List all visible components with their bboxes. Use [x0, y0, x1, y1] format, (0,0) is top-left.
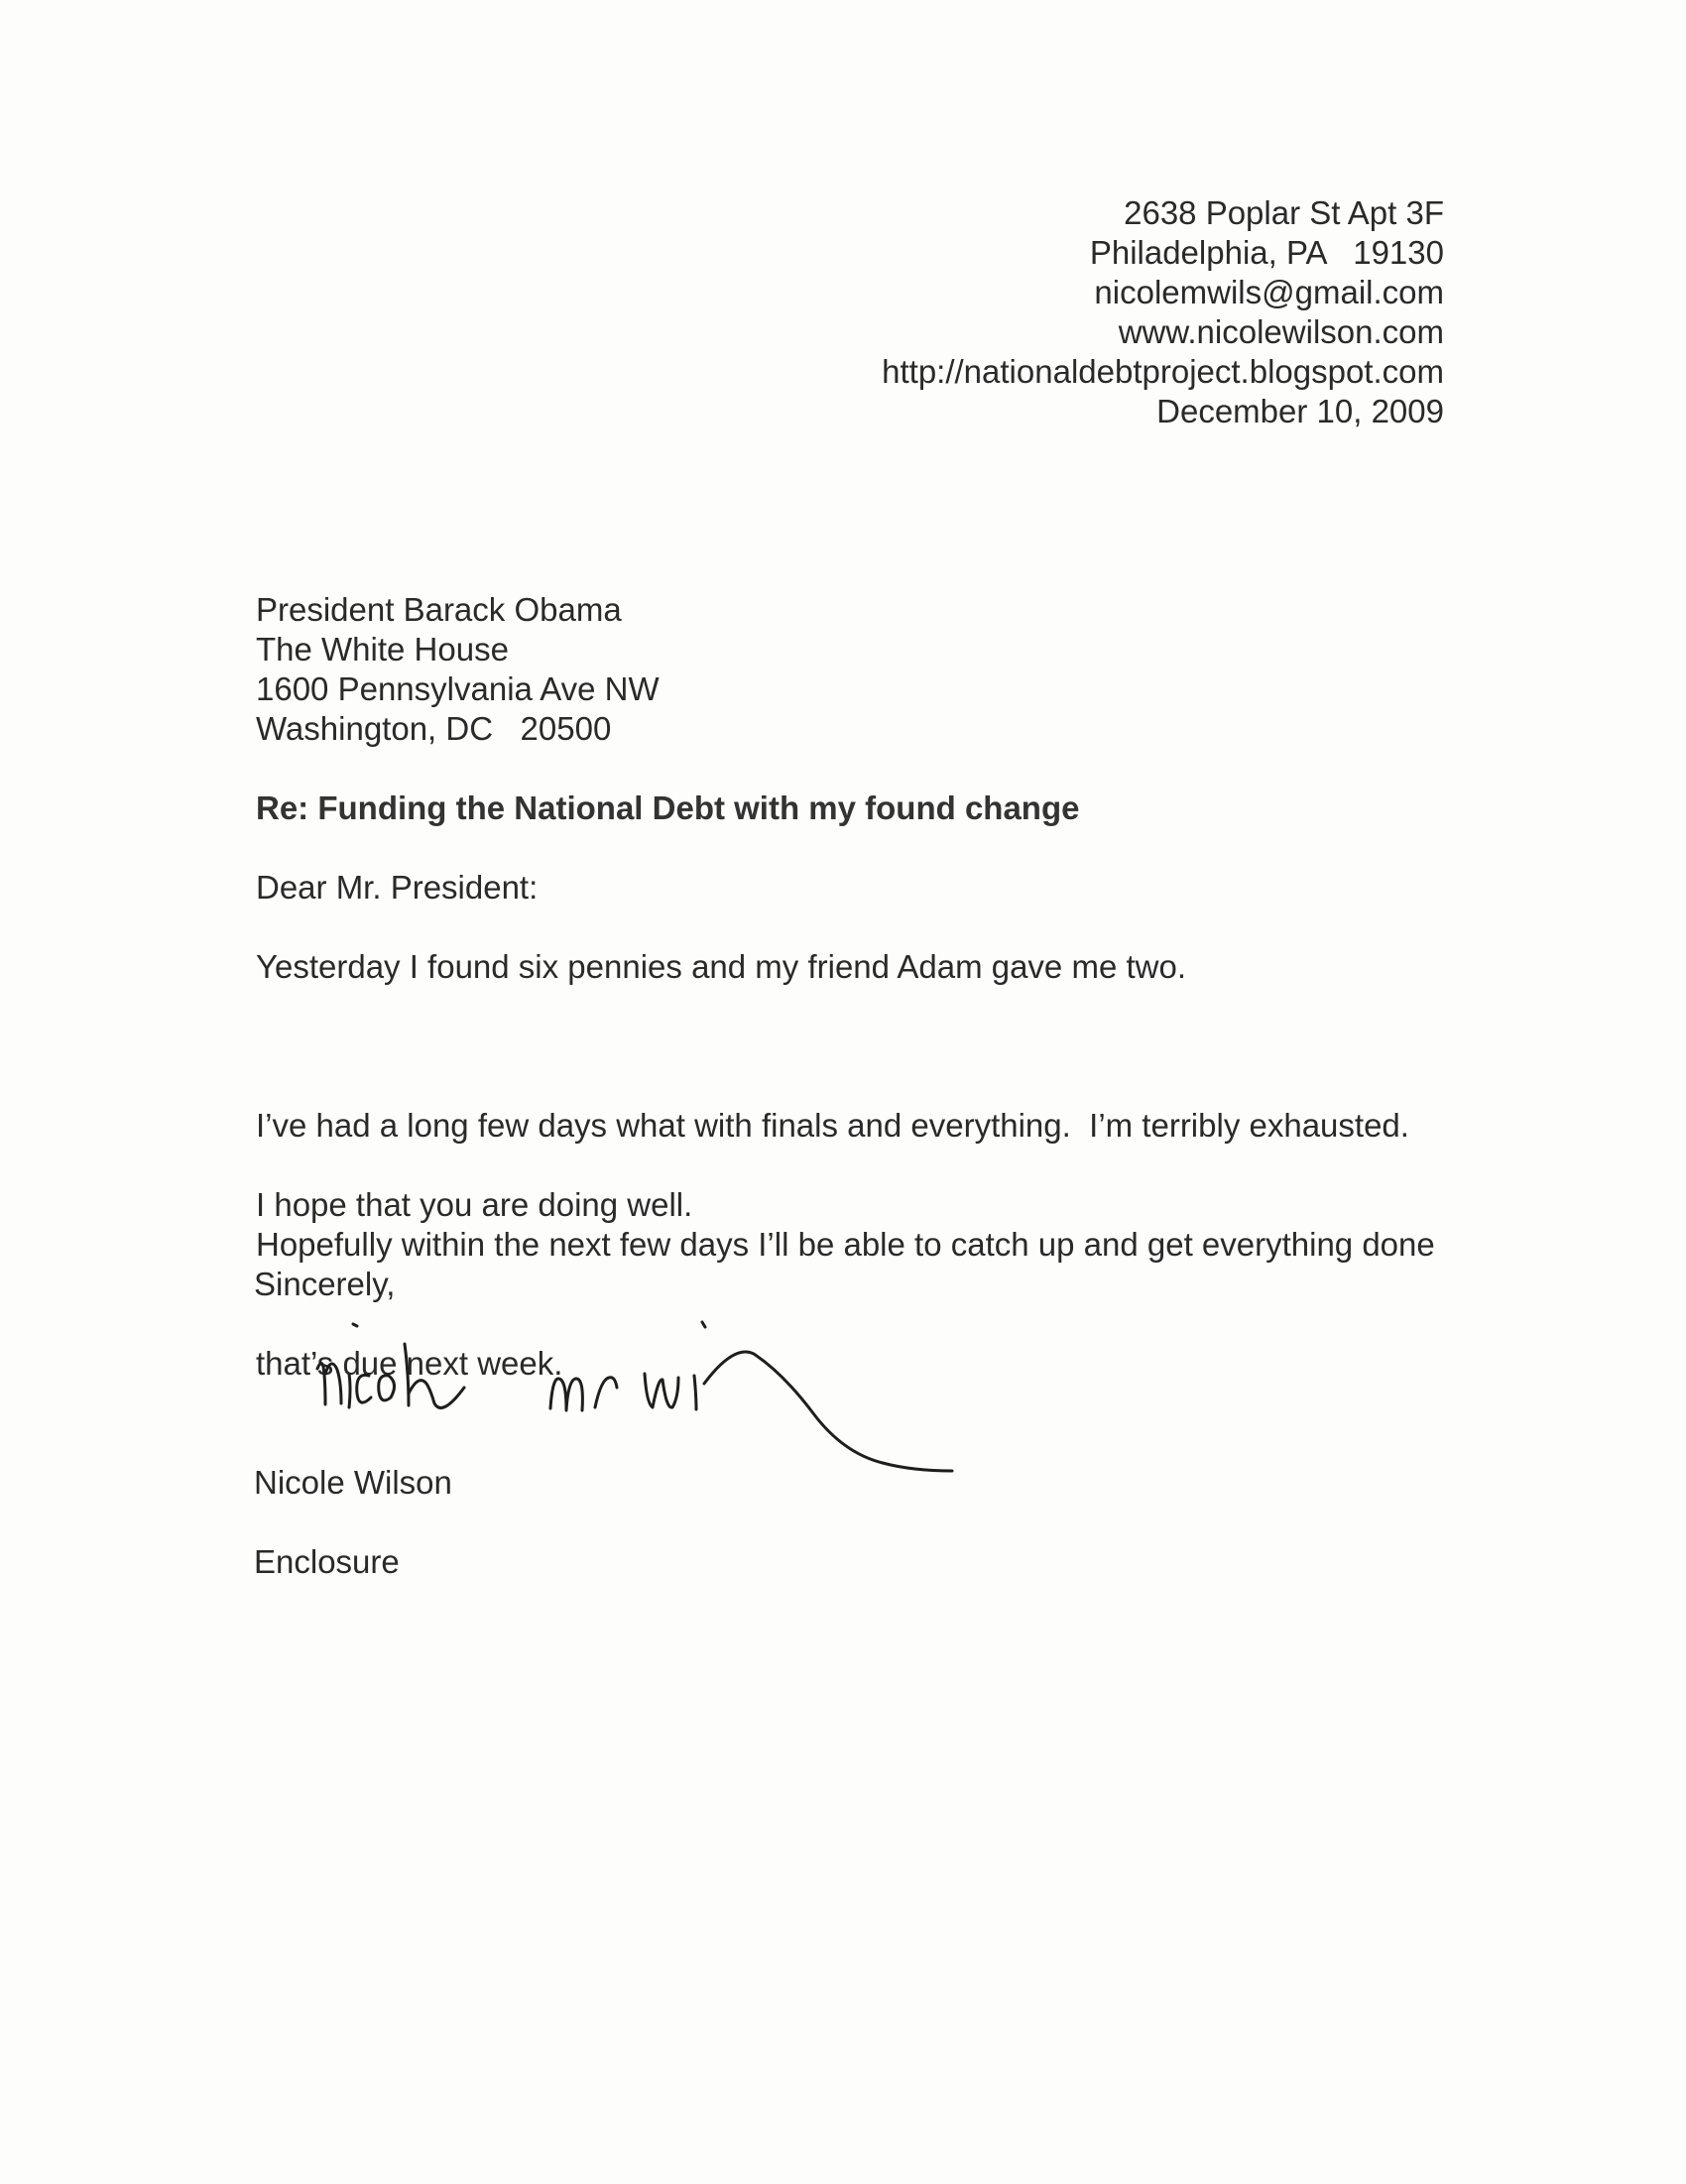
recipient-city-state-zip: Washington, DC 20500	[256, 710, 612, 747]
enclosure-notation: Enclosure	[254, 1543, 400, 1580]
sender-blog: http://nationaldebtproject.blogspot.com	[882, 353, 1444, 390]
recipient-address-block	[256, 590, 660, 749]
handwritten-signature	[298, 1314, 972, 1483]
closing: Sincerely,	[254, 1266, 396, 1302]
sender-email: nicolemwils@gmail.com	[1094, 274, 1444, 310]
body-paragraph-2-line-2: Hopefully within the next few days I’ll be able to catch up and get everything done	[256, 1226, 1435, 1263]
body-paragraph-1: Yesterday I found six pennies and my friend Adam gave me two.	[256, 948, 1186, 985]
recipient-street: 1600 Pennsylvania Ave NW	[256, 670, 660, 707]
recipient-organization: The White House	[256, 631, 509, 667]
sender-street: 2638 Poplar St Apt 3F	[1124, 194, 1444, 231]
recipient-name: President Barack Obama	[256, 591, 622, 628]
signer-name: Nicole Wilson	[254, 1464, 452, 1501]
salutation: Dear Mr. President:	[256, 869, 539, 906]
subject-line: Re: Funding the National Debt with my found change	[256, 789, 1080, 826]
body-paragraph-2-line-1: I’ve had a long few days what with finals and everything. I’m terribly exhausted.	[256, 1107, 1409, 1144]
sender-city-state-zip: Philadelphia, PA 19130	[1089, 234, 1444, 271]
body-paragraph-2-line-3: that’s due next week.	[256, 1345, 563, 1382]
sender-website: www.nicolewilson.com	[1118, 313, 1444, 350]
body-paragraph-3: I hope that you are doing well.	[256, 1186, 693, 1223]
sender-address-block	[882, 193, 1444, 431]
letter-date: December 10, 2009	[1156, 393, 1444, 429]
